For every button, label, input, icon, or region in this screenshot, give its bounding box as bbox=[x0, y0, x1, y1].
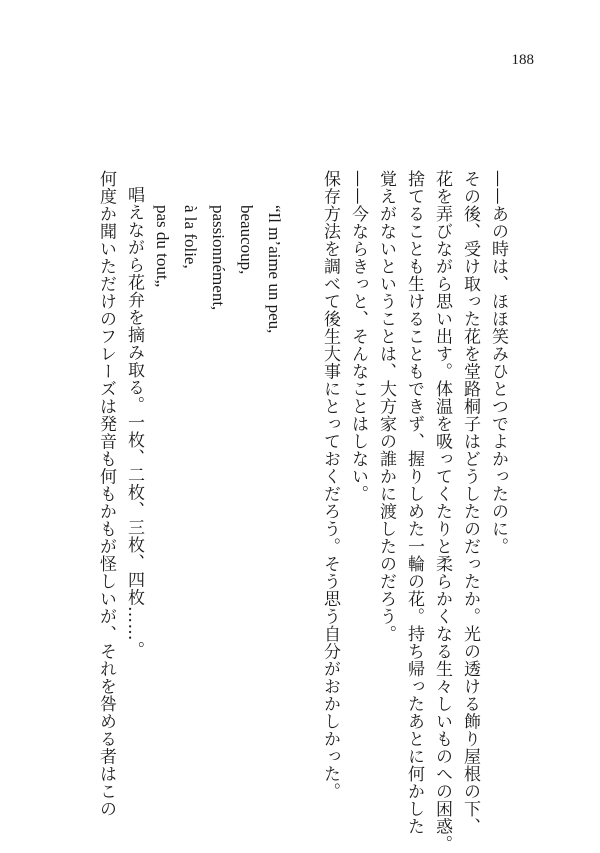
verse-line-2: beaucoup, bbox=[237, 205, 256, 275]
text-line-9: 何度か聞いただけのフレーズは発音も何もかもが怪しいが、それを咎める者はこの bbox=[96, 170, 116, 818]
text-line-7: 保存方法を調べて後生大事にとっておくだろう。そう思う自分がおかしかった。 bbox=[320, 170, 340, 800]
text-line-3: 花を弄びながら思い出す。体温を吸ってくたりと柔らかくなる生々しいものへの困惑。 bbox=[432, 170, 452, 853]
text-line-8: 唱えながら花弁を摘み取る。一枚、二枚、三枚、四枚……。 bbox=[124, 186, 144, 659]
verse-line-1: “Il m’aime un peu, bbox=[265, 205, 284, 334]
verse-line-4: à la folie, bbox=[181, 205, 200, 269]
verse-line-3: passionnément, bbox=[209, 205, 228, 311]
text-line-6: ——今ならきっと、そんなことはしない。 bbox=[348, 170, 368, 503]
verse-line-5: pas du tout„ bbox=[153, 205, 172, 288]
text-line-1: ——あの時は、ほほ笑みひとつでよかったのに。 bbox=[488, 170, 508, 555]
text-line-5: 覚えがないということは、大方家の誰かに渡したのだろう。 bbox=[376, 170, 396, 643]
page-number: 188 bbox=[511, 52, 534, 68]
text-line-2: その後、受け取った花を堂路桐子はどうしたのだったか。光の透ける飾り屋根の下、 bbox=[460, 170, 480, 835]
text-line-4: 捨てることも生けることもできず、握りしめた一輪の花。持ち帰ったあとに何かした bbox=[404, 170, 424, 835]
